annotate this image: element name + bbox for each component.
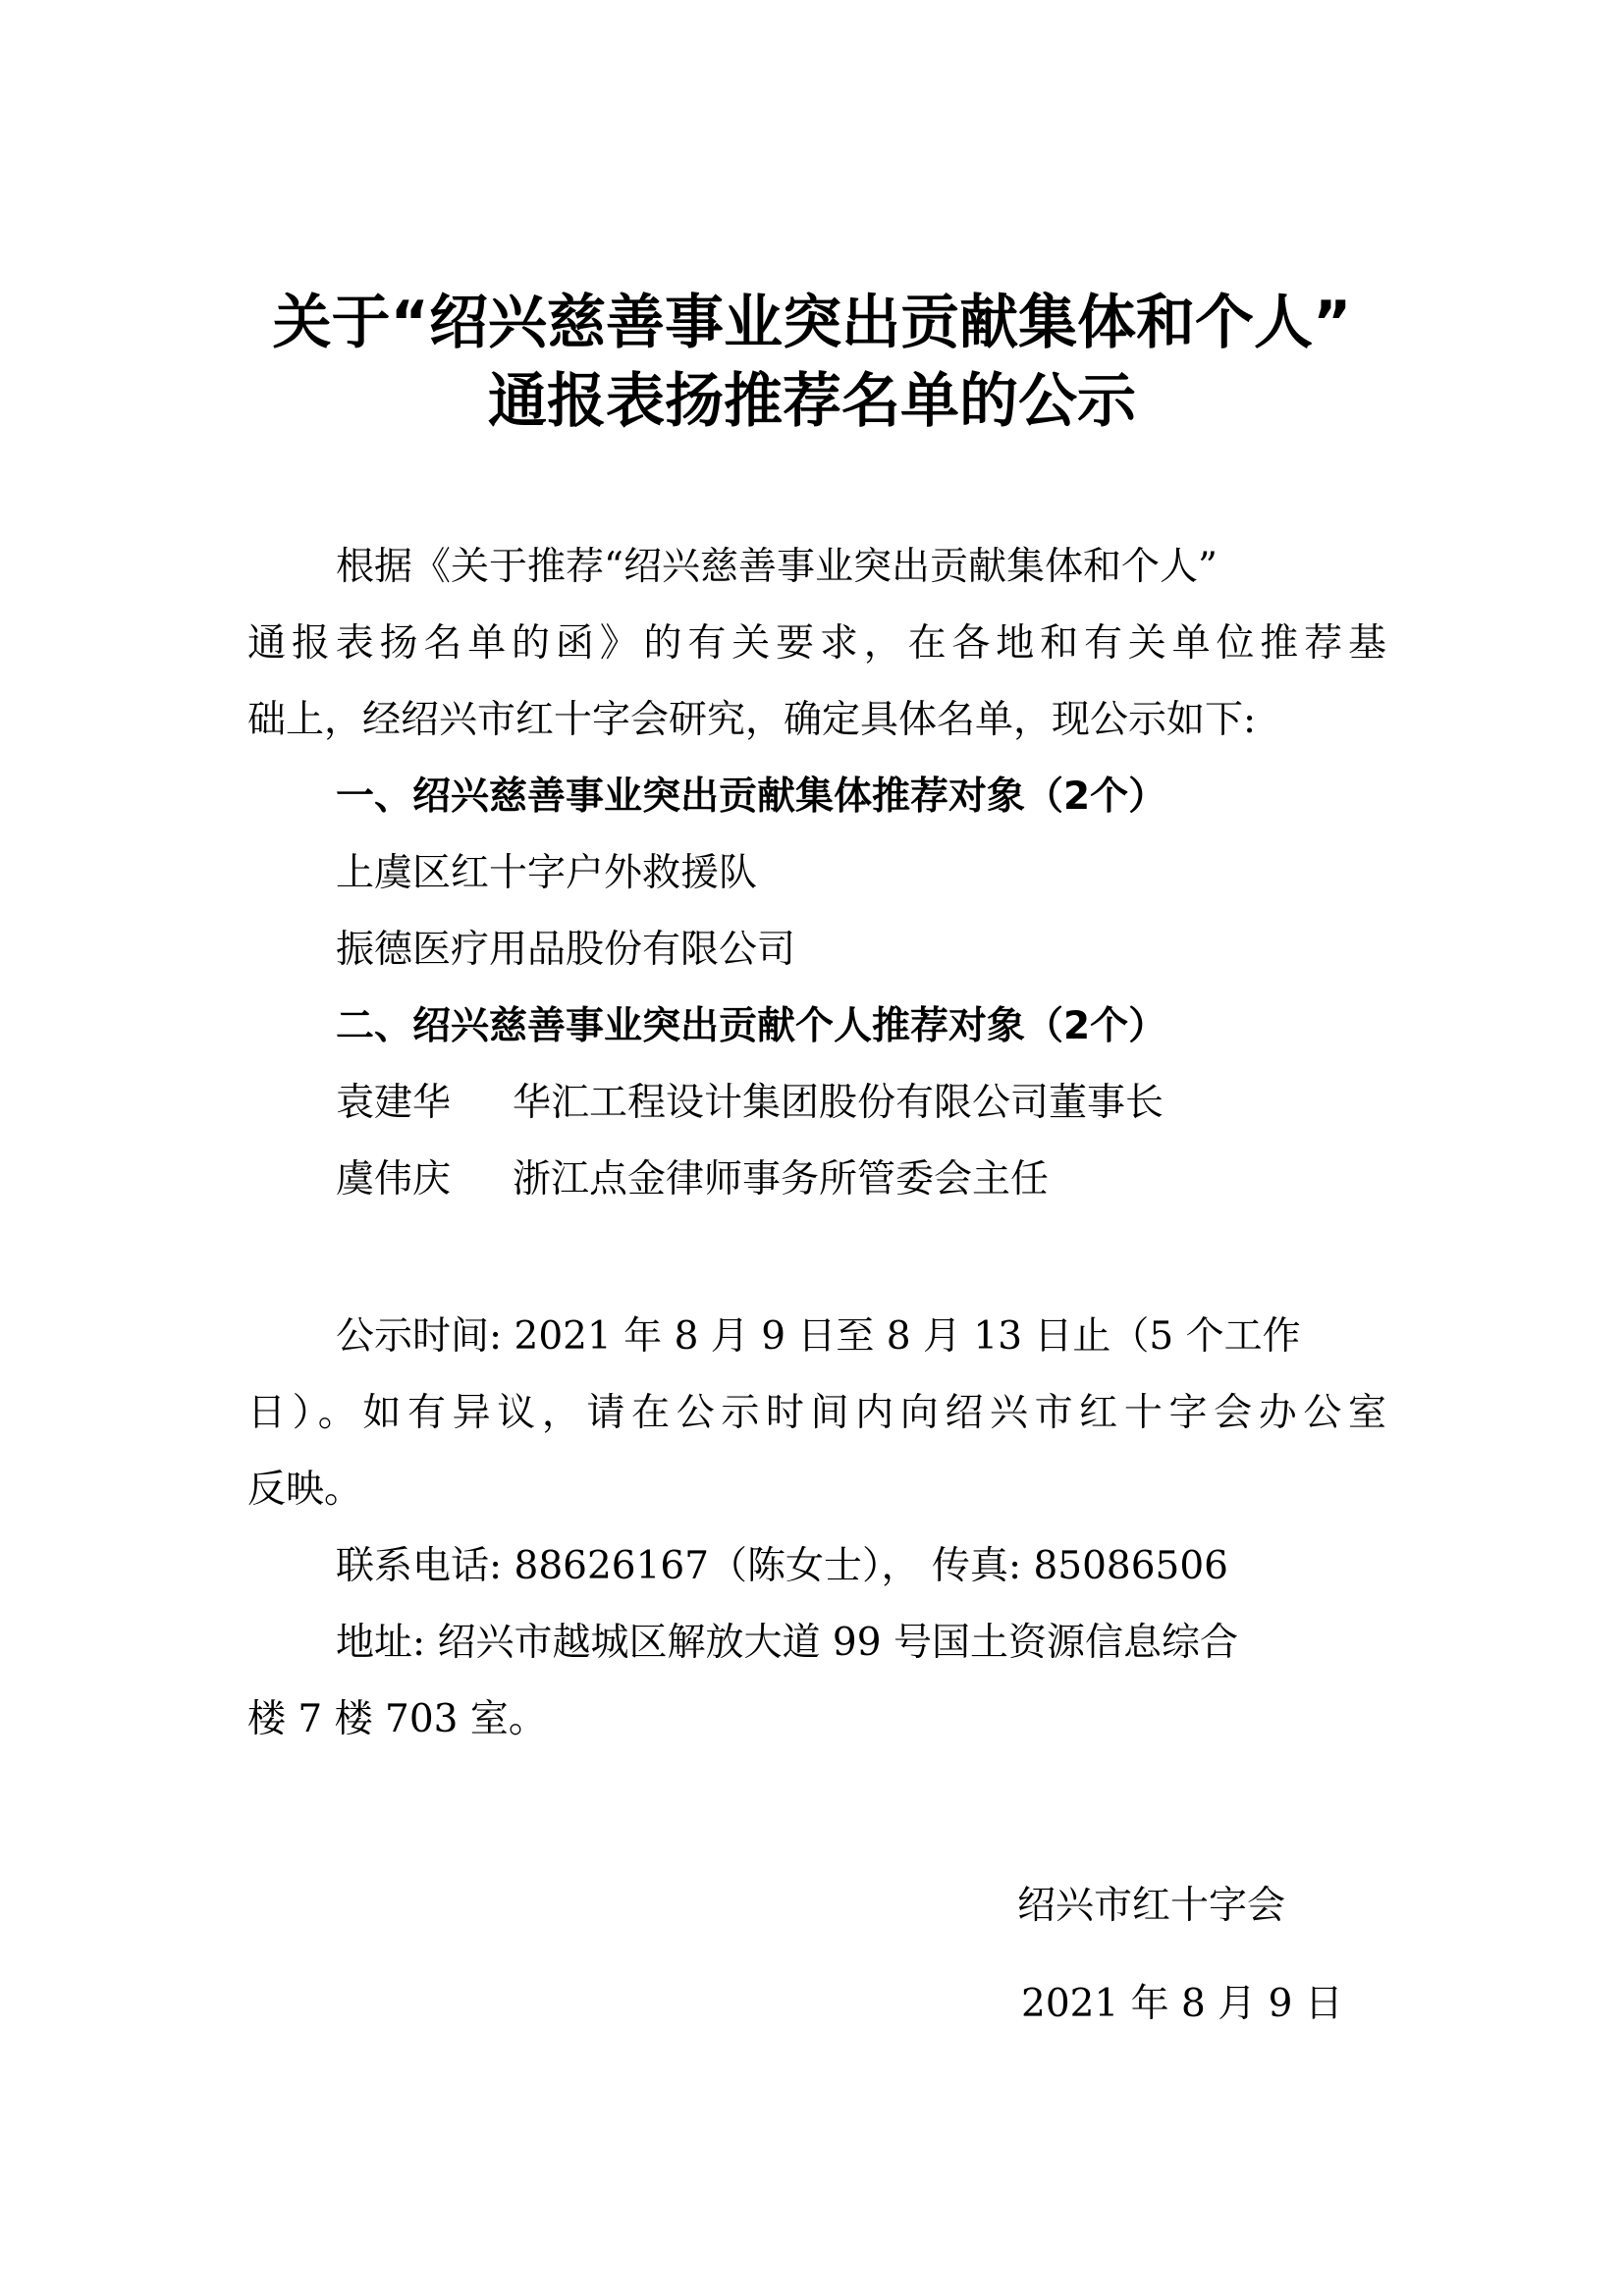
individual-name: 虞伟庆 (336, 1157, 452, 1201)
individual-item (336, 1154, 1049, 1205)
notice-line-2: 日）。如有异议，请在公示时间内向绍兴市红十字会办公室 (247, 1391, 1386, 1435)
individual-name: 袁建华 (336, 1081, 452, 1125)
signature-organization: 绍兴市红十字会 (1017, 1884, 1286, 1928)
intro-line-2: 通报表扬名单的函》的有关要求，在各地和有关单位推荐基 (247, 621, 1386, 666)
section-2-heading: 二、绍兴慈善事业突出贡献个人推荐对象（2个） (336, 1004, 1167, 1048)
collective-item: 上虞区红十字户外救援队 (336, 851, 758, 895)
section-1-heading: 一、绍兴慈善事业突出贡献集体推荐对象（2个） (336, 774, 1167, 819)
intro-line-3: 础上，经绍兴市红十字会研究，确定具体名单，现公示如下: (247, 698, 1257, 742)
notice-line-3: 反映。 (247, 1468, 363, 1512)
contact-phone: 联系电话: 88626167（陈女士）， 传真: 85086506 (336, 1544, 1228, 1588)
notice-line-1: 公示时间: 2021 年 8 月 9 日至 8 月 13 日止（5 个工作 (336, 1314, 1301, 1359)
individual-title: 华汇工程设计集团股份有限公司董事长 (513, 1081, 1164, 1125)
individual-item (336, 1078, 1164, 1129)
contact-address-line-1: 地址: 绍兴市越城区解放大道 99 号国土资源信息综合 (336, 1621, 1238, 1665)
document-title-line-1: 关于“绍兴慈善事业突出贡献集体和个人” (272, 289, 1352, 357)
contact-address-line-2: 楼 7 楼 703 室。 (247, 1697, 547, 1741)
individual-title: 浙江点金律师事务所管委会主任 (513, 1157, 1050, 1201)
intro-line-1: 根据《关于推荐“绍兴慈善事业突出贡献集体和个人” (336, 545, 1218, 589)
signature-date: 2021 年 8 月 9 日 (1021, 1982, 1343, 2026)
collective-item: 振德医疗用品股份有限公司 (336, 928, 796, 972)
document-title-line-2: 通报表扬推荐名单的公示 (488, 367, 1136, 436)
